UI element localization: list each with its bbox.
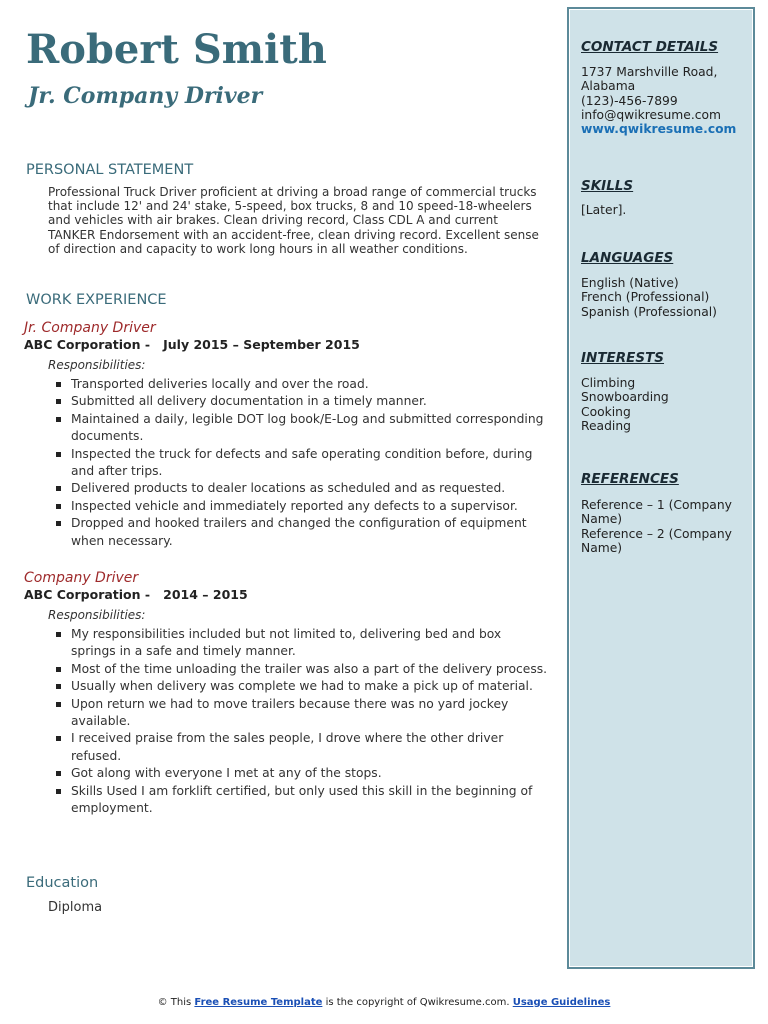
list-item: Transported deliveries locally and over the road. <box>52 376 548 393</box>
job-1-responsibilities <box>52 376 548 550</box>
contact-email[interactable]: info@qwikresume.com <box>581 107 722 122</box>
usage-guidelines-link[interactable]: Usage Guidelines <box>512 997 611 1008</box>
free-resume-template-link[interactable]: Free Resume Template <box>194 997 323 1008</box>
education-degree: Diploma <box>48 900 103 915</box>
references-heading: REFERENCES <box>581 471 679 487</box>
languages-heading: LANGUAGES <box>581 250 674 266</box>
work-experience-heading: WORK EXPERIENCE <box>26 292 167 308</box>
job-2-title: Company Driver <box>24 570 139 586</box>
list-item: Got along with everyone I met at any of the stops. <box>52 765 548 782</box>
personal-statement-heading: PERSONAL STATEMENT <box>26 162 194 178</box>
contact-website[interactable]: www.qwikresume.com <box>581 122 737 137</box>
list-item: Cooking <box>581 404 631 419</box>
job-2-company: ABC Corporation - 2014 – 2015 <box>24 587 248 602</box>
list-item: Upon return we had to move trailers because there was no yard jockey available. <box>52 696 548 731</box>
job-1-company: ABC Corporation - July 2015 – September 2015 <box>24 337 360 352</box>
list-item: Inspected the truck for defects and safe operating condition before, during and after trips. <box>52 446 548 481</box>
candidate-title: Jr. Company Driver <box>28 83 263 109</box>
footer-prefix: © This <box>157 997 195 1008</box>
references-list <box>581 498 751 555</box>
list-item: Submitted all delivery documentation in a timely manner. <box>52 393 548 410</box>
candidate-name: Robert Smith <box>26 26 327 73</box>
contact-phone: (123)-456-7899 <box>581 93 678 108</box>
list-item: Inspected vehicle and immediately reported any defects to a supervisor. <box>52 498 548 515</box>
contact-heading: CONTACT DETAILS <box>581 39 719 55</box>
list-item: Usually when delivery was complete we had to make a pick up of material. <box>52 678 548 695</box>
skills-heading: SKILLS <box>581 178 634 194</box>
languages-list <box>581 276 751 319</box>
job-2-responsibilities <box>52 626 548 817</box>
list-item: Delivered products to dealer locations as scheduled and as requested. <box>52 480 548 497</box>
sidebar <box>567 7 755 969</box>
list-item: Snowboarding <box>581 390 669 405</box>
list-item: Skills Used I am forklift certified, but only used this skill in the beginning of employment. <box>52 783 548 818</box>
list-item: Dropped and hooked trailers and changed the configuration of equipment when necessary. <box>52 515 548 550</box>
list-item: My responsibilities included but not limited to, delivering bed and box springs in a safe and timely manner. <box>52 626 548 661</box>
contact-details <box>581 65 751 136</box>
job-1-resp-label: Responsibilities: <box>48 358 146 372</box>
list-item: Maintained a daily, legible DOT log book/E-Log and submitted corresponding documents. <box>52 411 548 446</box>
job-1-title: Jr. Company Driver <box>24 320 156 336</box>
list-item: Reference – 2 (Company Name) <box>581 526 732 555</box>
personal-statement-text: Professional Truck Driver proficient at driving a broad range of commercial trucks that include 12' and 24' stake, 5-speed, box trucks, 8 and 10 speed-18-wheelers and vehicles with air brakes. Clean driving record, Class CDL A and current TANKER Endorsement with an accident-free, clean driving record. Excellent sense of direction and capacity to work long hours in all weather conditions. <box>48 185 539 256</box>
list-item: English (Native) <box>581 276 679 290</box>
interests-heading: INTERESTS <box>581 350 665 366</box>
list-item: Spanish (Professional) <box>581 304 717 319</box>
list-item: Climbing <box>581 376 636 390</box>
education-heading: Education <box>26 875 99 891</box>
contact-address: 1737 Marshville Road, Alabama <box>581 65 718 94</box>
list-item: Reading <box>581 418 631 433</box>
list-item: Most of the time unloading the trailer was also a part of the delivery process. <box>52 661 548 678</box>
job-2-resp-label: Responsibilities: <box>48 608 146 622</box>
list-item: I received praise from the sales people, I drove where the other driver refused. <box>52 730 548 765</box>
footer-middle: is the copyright of Qwikresume.com. <box>322 997 513 1008</box>
skills-text: [Later]. <box>581 203 627 217</box>
list-item: Reference – 1 (Company Name) <box>581 498 732 527</box>
footer <box>0 997 768 1008</box>
interests-list <box>581 376 751 433</box>
list-item: French (Professional) <box>581 290 710 305</box>
